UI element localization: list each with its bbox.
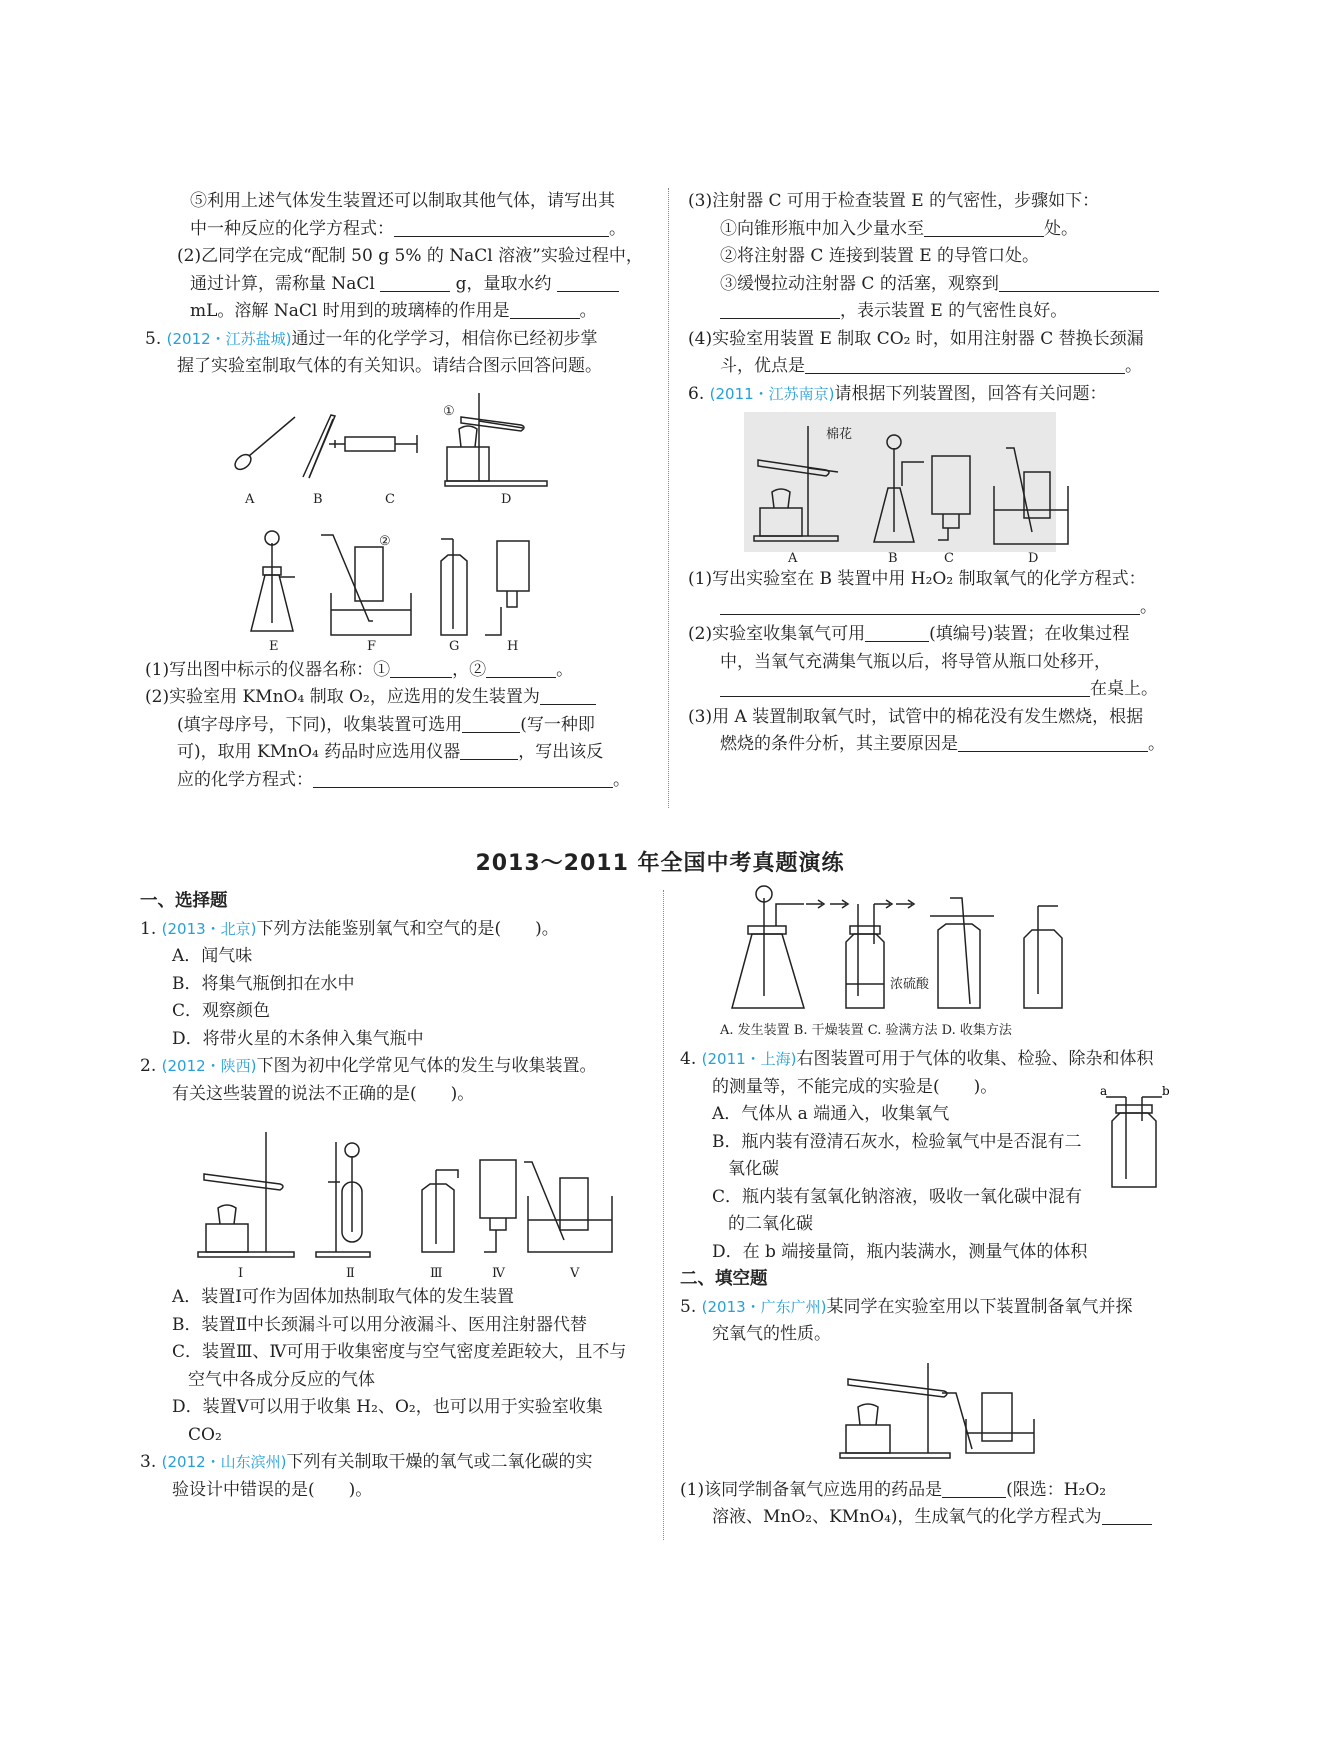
- answer-blank[interactable]: [380, 273, 450, 292]
- figure-label: C: [385, 491, 395, 507]
- end-label-a: a: [1100, 1084, 1108, 1098]
- text-line: 的测量等，不能完成的实验是( )。: [712, 1076, 998, 1097]
- text-line: (1)写出图中标示的仪器名称：① ，② 。: [145, 659, 574, 680]
- apparatus-figure-q5-fill: [680, 1353, 1160, 1473]
- figure-label: B: [888, 551, 898, 566]
- text-line: (填字母序号，下同)，收集装置可选用 (写一种即: [177, 714, 595, 735]
- answer-blank[interactable]: [1102, 1506, 1152, 1525]
- answer-blank[interactable]: [394, 218, 609, 237]
- section-heading: 一、选择题: [140, 891, 228, 911]
- figure-label: Ⅴ: [570, 1266, 580, 1281]
- upper-left-column: [145, 188, 655, 794]
- option: B．将集气瓶倒扣在水中: [172, 973, 355, 994]
- answer-blank[interactable]: [924, 218, 1044, 237]
- answer-blank[interactable]: [999, 273, 1159, 292]
- option: D．装置Ⅴ可以用于收集 H₂、O₂，也可以用于实验室收集: [172, 1397, 603, 1417]
- option: A．闻气味: [172, 946, 253, 966]
- answer-blank[interactable]: [462, 714, 520, 733]
- text-line: (2)实验室用 KMnO₄ 制取 O₂，应选用的发生装置为: [145, 684, 655, 712]
- text-line: (2)实验室收集氧气可用 (填编号)装置；在收集过程: [688, 624, 1130, 644]
- text-line: 验设计中错误的是( )。: [172, 1479, 373, 1500]
- text-line: 通过计算，需称量 NaCl g，量取水约: [145, 271, 655, 299]
- option: C．观察颜色: [172, 1001, 271, 1021]
- text-line: (2)乙同学在完成“配制 50 g 5% 的 NaCl 溶液”实验过程中，: [177, 246, 643, 266]
- option: 空气中各成分反应的气体: [188, 1369, 375, 1390]
- text-line: 在桌上。: [688, 676, 1168, 704]
- apparatus-figure-q5: [145, 385, 645, 653]
- text-line: (3)注射器 C 可用于检查装置 E 的气密性，步骤如下：: [688, 191, 1100, 211]
- source-tag: (2012・陕西): [161, 1057, 257, 1075]
- text-line: 。: [688, 594, 1168, 622]
- answer-blank[interactable]: [720, 678, 1090, 697]
- text-line: 可)，取用 KMnO₄ 药品时应选用仪器 ，写出该反: [177, 742, 604, 762]
- option: CO₂: [188, 1424, 222, 1445]
- cotton-label: 棉花: [826, 427, 853, 442]
- section-title: 2013～2011 年全国中考真题演练: [475, 851, 845, 876]
- text-line: ②将注射器 C 连接到装置 E 的导管口处。: [720, 246, 1040, 266]
- figure-label: G: [449, 638, 460, 654]
- question-5-fill: 5. (2013・广东广州)某同学在实验室用以下装置制备氧气并探: [680, 1296, 1133, 1317]
- lower-right-column: [680, 888, 1170, 1532]
- question-6: 6. (2011・江苏南京)请根据下列装置图，回答有关问题：: [688, 383, 1107, 404]
- option: B．瓶内装有澄清石灰水，检验氧气中是否混有二: [712, 1131, 1082, 1152]
- figure-label: Ⅲ: [430, 1266, 443, 1281]
- gas-bottle-figure: [1100, 1084, 1170, 1191]
- source-tag: (2013・北京): [161, 919, 257, 938]
- question-1: 1. (2013・北京)下列方法能鉴别氧气和空气的是( )。: [140, 918, 559, 939]
- figure-label: D: [501, 491, 512, 507]
- text-line: (1)该同学制备氧气应选用的药品是 (限选：H₂O₂: [680, 1479, 1107, 1500]
- text-line: ，表示装置 E 的气密性良好。: [688, 298, 1168, 326]
- figure-label: A: [245, 491, 255, 507]
- figure-label: Ⅰ: [238, 1266, 244, 1281]
- answer-blank[interactable]: [313, 769, 613, 788]
- text-line: ⑤利用上述气体发生装置还可以制取其他气体，请写出其: [190, 191, 615, 211]
- end-label-b: b: [1162, 1084, 1170, 1098]
- text-line: 有关这些装置的说法不正确的是( )。: [172, 1083, 475, 1104]
- text-line: 溶液、MnO₂、KMnO₄)，生成氧气的化学方程式为: [680, 1504, 1170, 1532]
- option: B．装置Ⅱ中长颈漏斗可以用分液漏斗、医用注射器代替: [172, 1314, 588, 1335]
- source-tag: (2012・江苏盐城): [166, 329, 292, 348]
- option: 的二氧化碳: [728, 1214, 813, 1234]
- text-line: ①向锥形瓶中加入少量水至 处。: [720, 218, 1078, 239]
- figure-label: E: [269, 638, 279, 654]
- text-line: 应的化学方程式： 。: [177, 769, 630, 790]
- figure-label: H: [507, 638, 519, 654]
- figure-label: D: [1028, 551, 1039, 566]
- source-tag: (2013・广东广州): [701, 1297, 827, 1316]
- apparatus-figure-q2: [140, 1112, 640, 1280]
- answer-blank[interactable]: [540, 686, 596, 705]
- text-line: ③缓慢拉动注射器 C 的活塞，观察到: [688, 271, 1168, 299]
- option: 氧化碳: [728, 1159, 779, 1179]
- column-divider: [663, 890, 664, 1540]
- answer-blank[interactable]: [390, 659, 452, 678]
- text-line: 究氧气的性质。: [712, 1324, 831, 1344]
- question-5: 5. (2012・江苏盐城)通过一年的化学学习，相信你已经初步掌: [145, 328, 598, 349]
- answer-blank[interactable]: [486, 659, 556, 678]
- text-line: 握了实验室制取气体的有关知识。请结合图示回答问题。: [177, 356, 602, 376]
- figure-label: F: [367, 638, 377, 654]
- answer-blank[interactable]: [865, 623, 929, 642]
- option: C．装置Ⅲ、Ⅳ可用于收集密度与空气密度差距较大，且不与: [172, 1342, 627, 1362]
- upper-right-column: [688, 188, 1168, 759]
- figure-label: Ⅱ: [346, 1266, 355, 1281]
- answer-blank[interactable]: [557, 273, 619, 292]
- source-tag: (2011・江苏南京): [709, 384, 835, 403]
- column-divider: [668, 188, 669, 808]
- text-line: mL。溶解 NaCl 时用到的玻璃棒的作用是 。: [190, 301, 597, 321]
- answer-blank[interactable]: [805, 355, 1125, 374]
- answer-blank[interactable]: [720, 300, 840, 319]
- text-line: (1)写出实验室在 B 装置中用 H₂O₂ 制取氧气的化学方程式：: [688, 569, 1146, 589]
- text-line: (4)实验室用装置 E 制取 CO₂ 时，如用注射器 C 替换长颈漏: [688, 328, 1144, 349]
- answer-blank[interactable]: [942, 1479, 1006, 1498]
- option: D．在 b 端接量筒，瓶内装满水，测量气体的体积: [712, 1241, 1088, 1262]
- option: A．装置Ⅰ可作为固体加热制取气体的发生装置: [172, 1287, 514, 1307]
- source-tag: (2012・山东滨州): [161, 1453, 287, 1471]
- answer-blank[interactable]: [460, 741, 518, 760]
- figure-caption: A. 发生装置 B. 干燥装置 C. 验满方法 D. 收集方法: [720, 1023, 1012, 1038]
- option: A．气体从 a 端通入，收集氧气: [712, 1104, 950, 1124]
- option: C．瓶内装有氢氧化钠溶液，吸收一氧化碳中混有: [712, 1186, 1083, 1207]
- apparatus-figure-q6: [688, 412, 1158, 566]
- question-4: 4. (2011・上海)右图装置可用于气体的收集、检验、除杂和体积: [680, 1049, 1154, 1069]
- question-2: 2. (2012・陕西)下图为初中化学常见气体的发生与收集装置。: [140, 1056, 597, 1076]
- text-line: 斗，优点是 。: [720, 356, 1142, 376]
- lower-left-column: [140, 888, 655, 1504]
- mark-2: ②: [379, 533, 391, 549]
- mark-1: ①: [443, 403, 455, 419]
- figure-label: A: [788, 551, 798, 566]
- option: D．将带火星的木条伸入集气瓶中: [172, 1028, 424, 1049]
- text-line: (3)用 A 装置制取氧气时，试管中的棉花没有发生燃烧，根据: [688, 706, 1144, 727]
- source-tag: (2011・上海): [701, 1050, 797, 1068]
- text-line: 中一种反应的化学方程式： 。: [190, 218, 626, 239]
- answer-blank[interactable]: [510, 300, 580, 319]
- apparatus-figure-q3: [680, 884, 1160, 1042]
- section-heading: 二、填空题: [680, 1269, 768, 1289]
- question-3: 3. (2012・山东滨州)下列有关制取干燥的氧气或二氧化碳的实: [140, 1452, 593, 1472]
- answer-blank[interactable]: [958, 733, 1148, 752]
- text-line: 燃烧的条件分析，其主要原因是 。: [720, 734, 1165, 754]
- figure-label: Ⅳ: [492, 1266, 505, 1281]
- acid-label: 浓硫酸: [890, 977, 930, 992]
- figure-label: C: [944, 551, 954, 566]
- text-line: 中，当氧气充满集气瓶以后，将导管从瓶口处移开，: [720, 651, 1111, 672]
- answer-blank[interactable]: [720, 596, 1140, 615]
- figure-label: B: [313, 491, 323, 507]
